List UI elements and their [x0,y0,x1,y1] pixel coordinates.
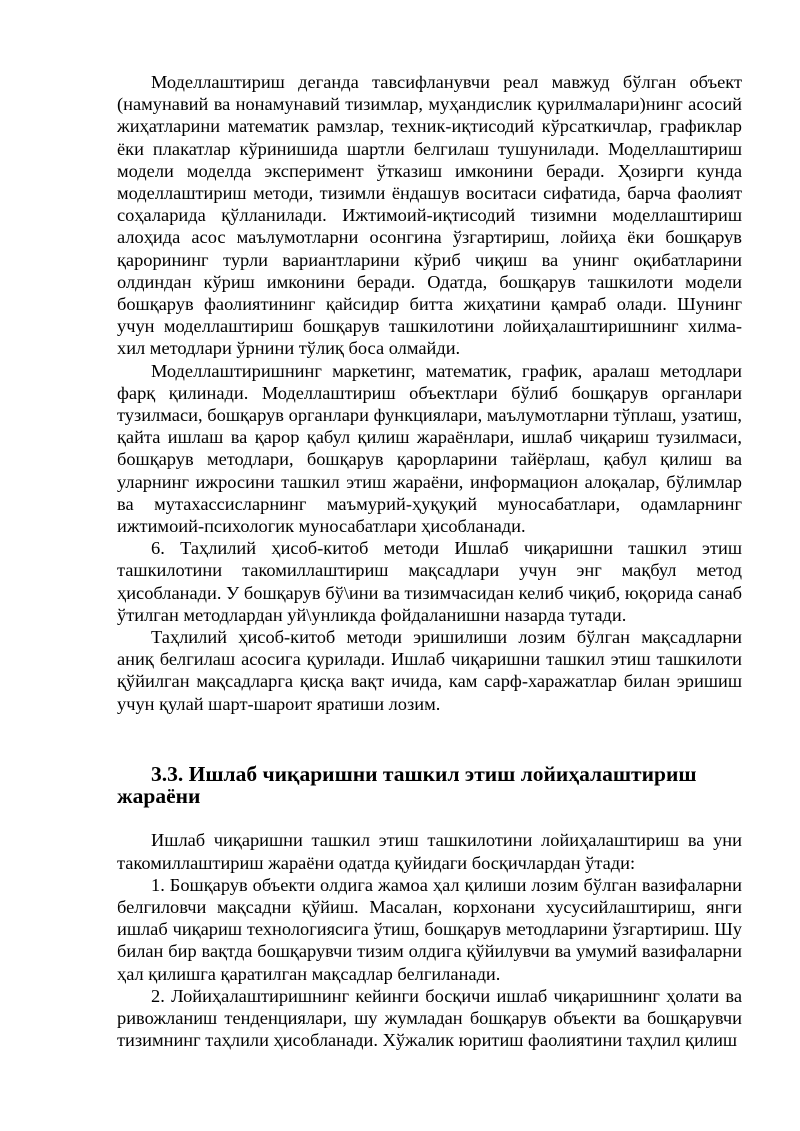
paragraph-modeling-definition: Моделлаштириш деганда тавсифланувчи реал мавжуд бўлган объект (намунавий ва нонамунавий тизимлар, муҳандислик қурилмалари)нинг асосий жиҳатларини математик рамзлар, техник-иқтисодий кўрсаткичлар, графиклар ёки плакатлар кўринишида шартли белгилаш тушунилади. Моделлаштириш модели моделда эксперимент ўтказиш имконини беради. Ҳозирги кунда моделлаштириш методи, тизимли ёндашув воситаси сифатида, барча фаолият соҳаларида қўлланилади. Ижтимоий-иқтисодий тизимни моделлаштириш алоҳида асос маълумотларни осонгина ўзгартириш, лойиҳа ёки бошқарув қарорининг турли вариантларини кўриб чиқиш ва унинг оқибатларини олдиндан кўриш имконини беради. Одатда, бошқарув ташкилоти модели бошқарув фаолиятининг қайсидир битта жиҳатини қамраб олади. Шунинг учун моделлаштириш бошқарув ташкилотини лойиҳалаштиришнинг хилма-хил методлари ўрнини тўлиқ боса олмайди. [117,72,742,359]
paragraph-modeling-methods: Моделлаштиришнинг маркетинг, математик, график, аралаш методлари фарқ қилинади. Моделлаштириш объектлари бўлиб бошқарув органлари тузилмаси, бошқарув органлари функциялари, маълумотларни тўплаш, узатиш, қайта ишлаш ва қарор қабул қилиш жараёнлари, ишлаб чиқариш тузилмаси, бошқарув методлари, бошқарув қарорларини тайёрлаш, қабул қилиш ва уларнинг ижросини ташкил этиш жараёни, информацион алоқалар, бўлимлар ва мутахассисларнинг маъмурий-ҳуқуқий муносабатлари, одамларнинг ижтимоий-психологик муносабатлари ҳисобланади. [117,360,742,537]
paragraph-analytical-method-goals: Таҳлилий ҳисоб-китоб методи эришилиши лозим бўлган мақсадларни аниқ белгилаш асосига қурилади. Ишлаб чиқаришни ташкил этиш ташкилоти қўйилган мақсадларга қисқа вақт ичида, кам сарф-харажатлар билан эришиш учун қулай шарт-шароит яратиши лозим. [117,627,742,714]
paragraph-design-stages-intro: Ишлаб чиқаришни ташкил этиш ташкилотини лойиҳалаштириш ва уни такомиллаштириш жараёни одатда қуйидаги босқичлардан ўтади: [117,830,742,873]
document-page [117,71,742,1051]
section-heading: 3.3. Ишлаб чиқаришни ташкил этиш лойиҳалаштириш жараёни [117,761,697,809]
paragraph-analytical-method: 6. Таҳлилий ҳисоб-китоб методи Ишлаб чиқаришни ташкил этиш ташкилотини такомиллаштириш мақсадлари учун энг мақбул метод ҳисобланади. У бошқарув бў\ини ва тизимчасидан келиб чиқиб, юқорида санаб ўтилган методлардан уй\унликда фойдаланишни назарда тутади. [117,538,742,625]
spacer [117,715,742,763]
paragraph-stage-1: 1. Бошқарув объекти олдига жамоа ҳал қилиши лозим бўлган вазифаларни белгиловчи мақсадни қўйиш. Масалан, корхонани хусусийлаштириш, янги ишлаб чиқариш технологиясига ўтиш, бошқарув методларини ўзгартириш. Шу билан бир вақтда бошқарувчи тизим олдига қўйилувчи ва умумий вазифаларни ҳал қилишга қаратилган мақсадлар белгиланади. [117,874,742,984]
paragraph-stage-2: 2. Лойиҳалаштиришнинг кейинги босқичи ишлаб чиқаришнинг ҳолати ва ривожланиш тенденциялари, шу жумладан бошқарув объекти ва бошқарувчи тизимнинг таҳлили ҳисобланади. Хўжалик юритиш фаолиятини таҳлил қилиш [117,985,742,1051]
spacer [117,807,742,829]
